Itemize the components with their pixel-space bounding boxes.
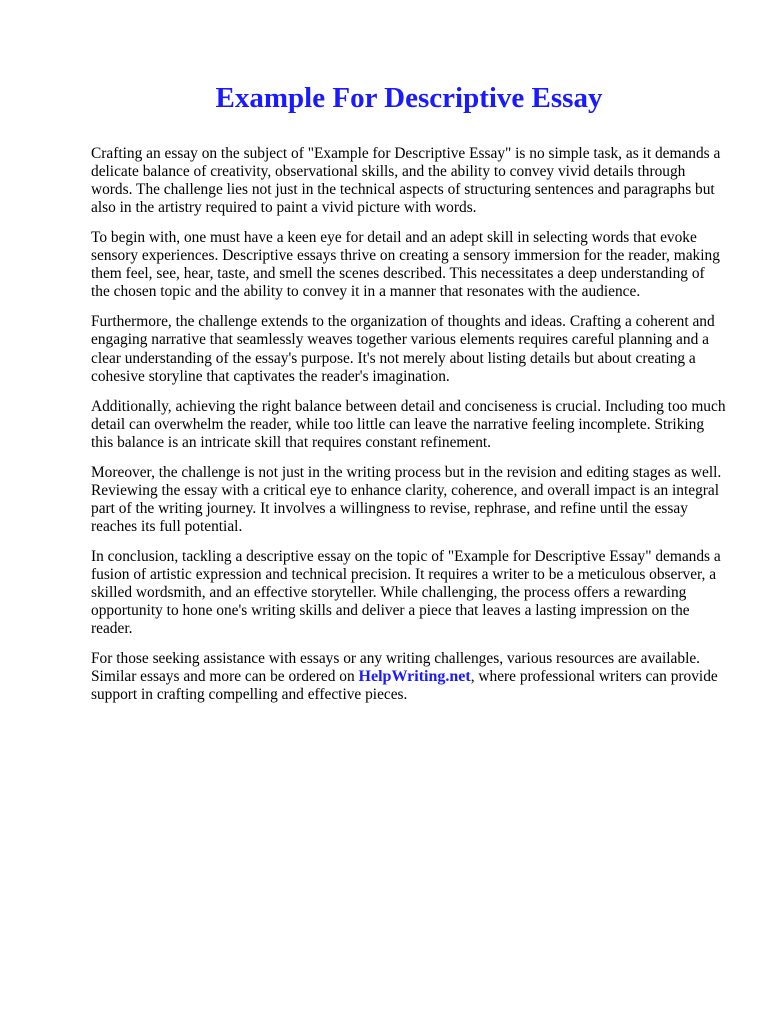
paragraph-resources (91, 650, 727, 704)
document-page (91, 80, 727, 716)
paragraph-detail: To begin with, one must have a keen eye for detail and an adept skill in selecting words that evoke sensory experiences. Descriptive essays thrive on creating a sensory immersion for the reader, making them feel, see, hear, taste, and smell the scenes described. This necessitates a deep understanding of the chosen topic and the ability to convey it in a manner that resonates with the audience. (91, 229, 720, 301)
document-title: Example For Descriptive Essay (215, 82, 603, 114)
paragraph-intro: Crafting an essay on the subject of "Example for Descriptive Essay" is no simple task, as it demands a delicate balance of creativity, observational skills, and the ability to convey vivid details through words. The challenge lies not just in the technical aspects of structuring sentences and paragraphs but also in the artistry required to paint a vivid picture with words. (91, 145, 721, 217)
resources-text-before-link: For those seeking assistance with essays or any writing challenges, various resources are available. Similar essays and more can be ordered on (91, 650, 701, 686)
helpwriting-link[interactable]: HelpWriting.net (358, 668, 471, 686)
paragraph-revision: Moreover, the challenge is not just in the writing process but in the revision and editing stages as well. Reviewing the essay with a critical eye to enhance clarity, coherence, and overall impact is an integral part of the writing journey. It involves a willingness to revise, rephrase, and refine until the essay reaches its full potential. (91, 463, 722, 535)
paragraph-conclusion: In conclusion, tackling a descriptive essay on the topic of "Example for Descriptive Essay" demands a fusion of artistic expression and technical precision. It requires a writer to be a meticulous observer, a skilled wordsmith, and an effective storyteller. While challenging, the process offers a rewarding opportunity to hone one's writing skills and deliver a piece that leaves a lasting impression on the reader. (91, 547, 721, 638)
paragraph-balance: Additionally, achieving the right balance between detail and conciseness is crucial. Including too much detail can overwhelm the reader, while too little can leave the narrative feeling incomplete. Striking this balance is an intricate skill that requires constant refinement. (91, 397, 726, 451)
resources-text-after-link: , where professional writers can provide support in crafting compelling and effective pieces. (91, 668, 718, 704)
paragraph-organization: Furthermore, the challenge extends to the organization of thoughts and ideas. Crafting a coherent and engaging narrative that seamlessly weaves together various elements requires careful planning and a clear understanding of the essay's purpose. It's not merely about listing details but about creating a cohesive storyline that captivates the reader's imagination. (91, 313, 715, 385)
